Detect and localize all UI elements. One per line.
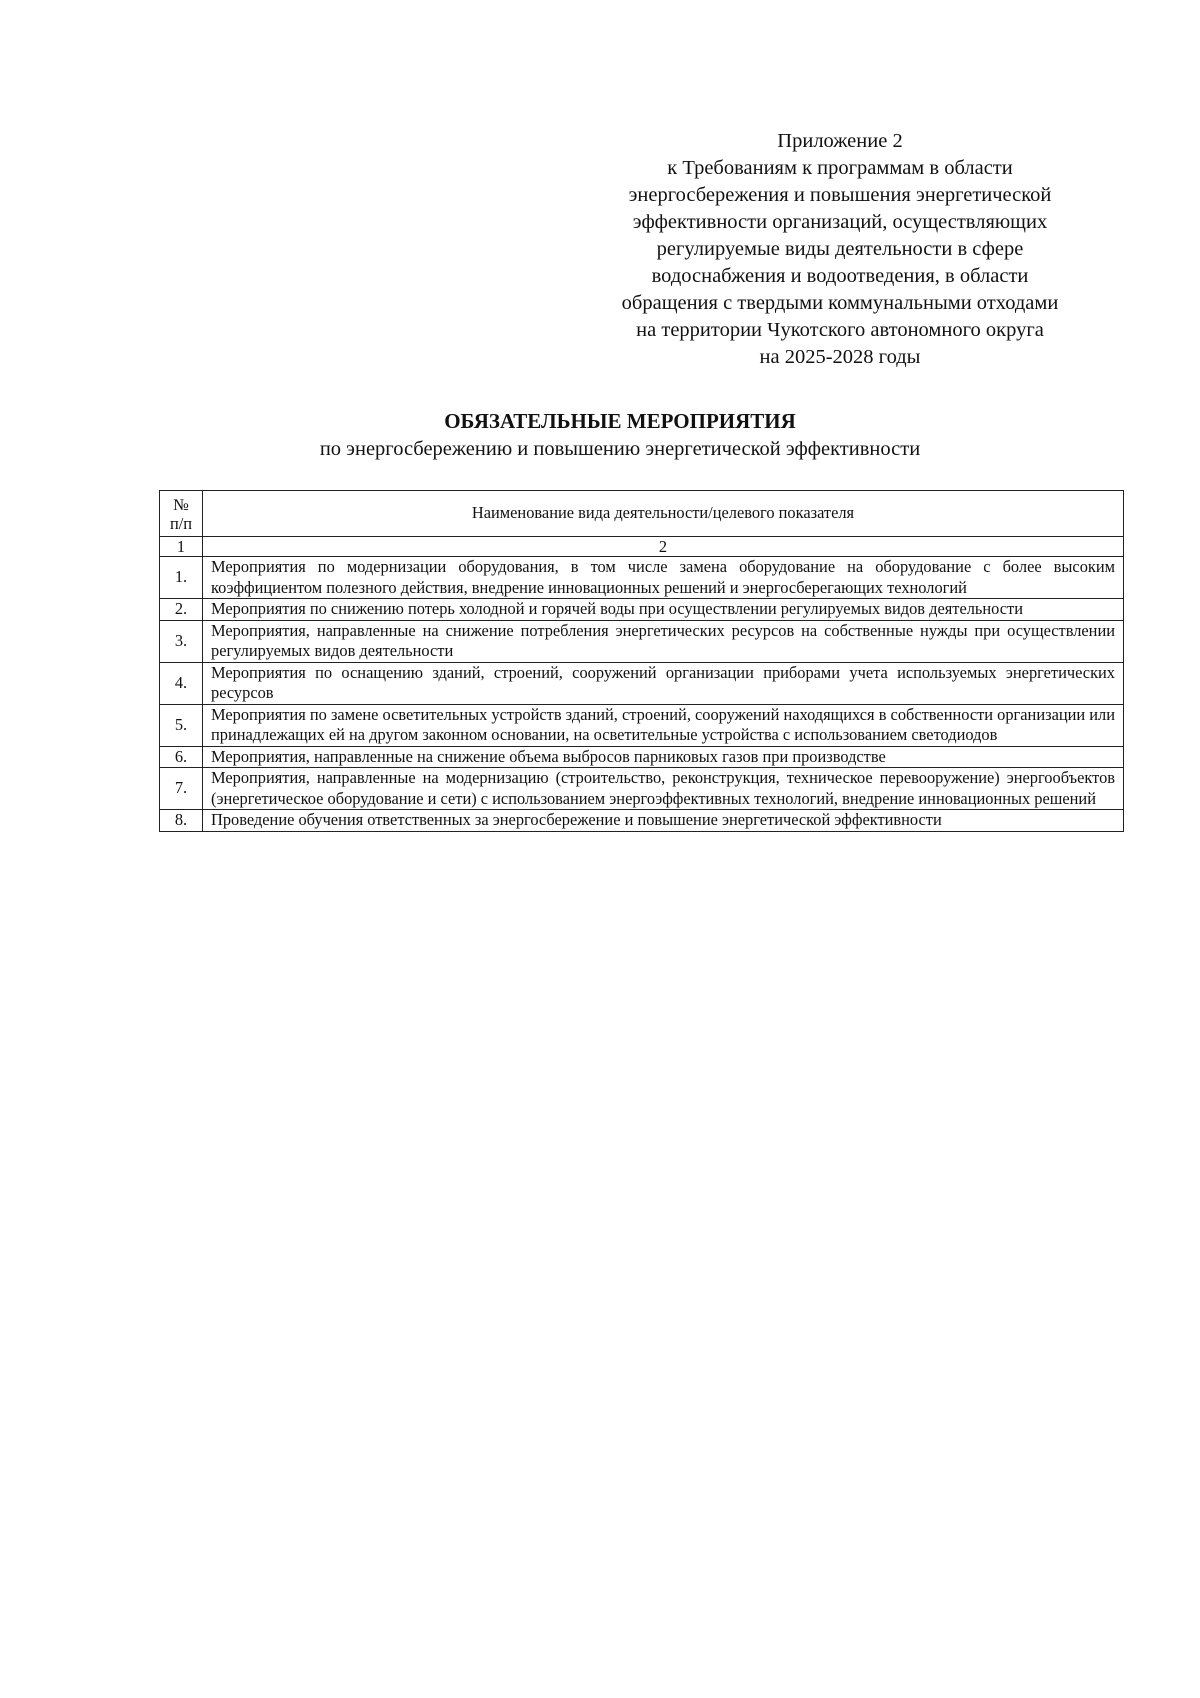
table-row — [160, 557, 1124, 599]
table-header-row — [160, 491, 1124, 537]
appendix-line: на 2025-2028 годы — [759, 346, 921, 368]
row-number: 7. — [160, 768, 203, 810]
row-text: Мероприятия по снижению потерь холодной и горячей воды при осуществлении регулируемых видов деятельности — [203, 599, 1124, 621]
row-text: Мероприятия по замене осветительных устройств зданий, строений, сооружений находящихся в собственности организации или принадлежащих ей на другом законном основании, на осветительные устройства с использованием светодиодов — [203, 704, 1124, 746]
header-name-cell: Наименование вида деятельности/целевого показателя — [203, 491, 1124, 537]
row-text: Мероприятия, направленные на снижение потребления энергетических ресурсов на собственные нужды при осуществлении регулируемых видов деятельности — [203, 620, 1124, 662]
header-number-cell — [160, 491, 203, 537]
table-index-row — [160, 537, 1124, 557]
header-number-abbr: п/п — [169, 513, 193, 533]
row-number: 8. — [160, 810, 203, 832]
table-row — [160, 704, 1124, 746]
document-subtitle: по энергосбережению и повышению энергетической эффективности — [319, 438, 921, 460]
appendix-line: энергосбережения и повышения энергетической — [628, 184, 1052, 206]
appendix-line: водоснабжения и водоотведения, в области — [651, 265, 1029, 287]
row-number: 4. — [160, 662, 203, 704]
row-text: Мероприятия, направленные на снижение объема выбросов парниковых газов при производстве — [203, 746, 1124, 768]
row-text: Проведение обучения ответственных за энергосбережение и повышение энергетической эффективности — [203, 810, 1124, 832]
table-row — [160, 746, 1124, 768]
header-number-symbol: № — [173, 494, 189, 514]
appendix-line: эффективности организаций, осуществляющих — [632, 211, 1048, 233]
appendix-line: обращения с твердыми коммунальными отходами — [621, 292, 1059, 314]
row-number: 3. — [160, 620, 203, 662]
appendix-block — [570, 128, 1110, 371]
row-text: Мероприятия по оснащению зданий, строений, сооружений организации приборами учета используемых энергетических ресурсов — [203, 662, 1124, 704]
appendix-line: регулируемые виды деятельности в сфере — [656, 238, 1024, 260]
appendix-line: к Требованиям к программам в области — [667, 157, 1013, 179]
row-number: 2. — [160, 599, 203, 621]
table-row — [160, 810, 1124, 832]
row-number: 5. — [160, 704, 203, 746]
measures-table — [159, 490, 1124, 832]
document-title: ОБЯЗАТЕЛЬНЫЕ МЕРОПРИЯТИЯ — [444, 409, 796, 433]
row-text: Мероприятия, направленные на модернизацию (строительство, реконструкция, техническое перевооружение) энергообъектов (энергетическое оборудование и сети) с использованием энергоэффективных технологий, внедрение инновационных решений — [203, 768, 1124, 810]
index-cell: 1 — [160, 537, 203, 557]
appendix-line: на территории Чукотского автономного округа — [636, 319, 1044, 341]
table-row — [160, 599, 1124, 621]
table-row — [160, 662, 1124, 704]
table-row — [160, 768, 1124, 810]
index-cell: 2 — [203, 537, 1124, 557]
row-number: 1. — [160, 557, 203, 599]
appendix-line: Приложение 2 — [777, 130, 903, 152]
table-row — [160, 620, 1124, 662]
row-number: 6. — [160, 746, 203, 768]
row-text: Мероприятия по модернизации оборудования, в том числе замена оборудование на оборудование с более высоким коэффициентом полезного действия, внедрение инновационных решений и энергосберегающих технологий — [203, 557, 1124, 599]
